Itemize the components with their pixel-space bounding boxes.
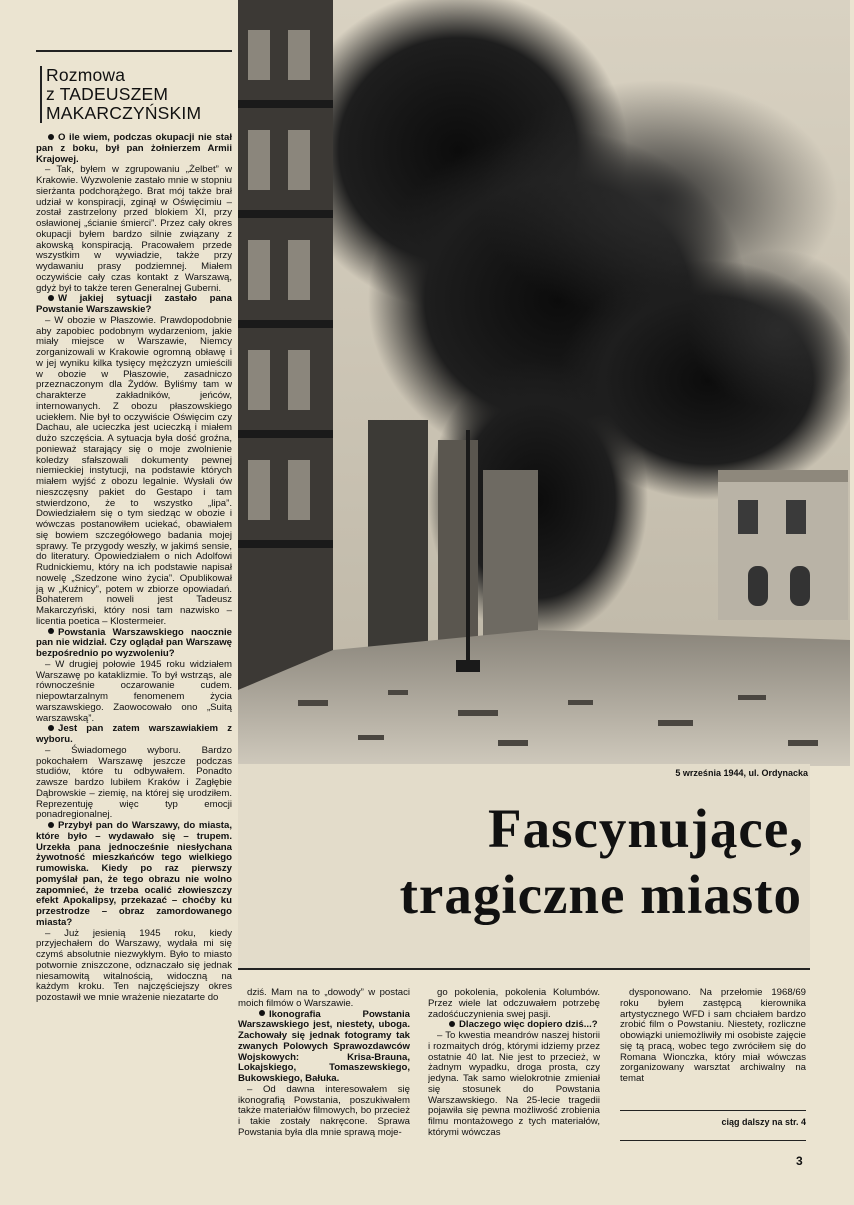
page-number: 3	[796, 1154, 803, 1168]
bottom-column-1	[238, 988, 410, 1156]
continued-rule	[620, 1140, 806, 1141]
paragraph-text: O ile wiem, podczas okupacji nie stał pan z boku, był pan żołnierzem Armii Krajowej.	[36, 132, 232, 165]
paragraph-text: dziś. Mam na to „dowody” w postaci moich filmów o Warszawie.	[238, 988, 410, 1009]
answer-paragraph	[36, 165, 232, 294]
paragraph-text: – W drugiej połowie 1945 roku widziałem Warszawę po kataklizmie. To był wstrząs, ale równocześnie oczarowanie cudem. niepowtarzalnym fenomenem życia warszawskiego. Zaowocowało ono „Suitą warszawską”.	[36, 658, 232, 724]
answer-paragraph	[428, 1031, 600, 1139]
bullet-icon	[48, 822, 54, 828]
headline-rule	[238, 968, 810, 970]
paragraph-text: Ikonografia Powstania Warszawskiego jest, niestety, uboga. Zachowały się jednak fotogramy tak zwanych Polowych Sprawozdawców Wojskowych: Krisa-Brauna, Lokajskiego, Tomaszewskiego, Bukowskiego, Bałuka.	[238, 1008, 410, 1084]
answer-paragraph	[428, 988, 600, 1020]
headline-line-2: tragiczne miasto	[399, 864, 802, 925]
ruins-photo	[238, 0, 850, 766]
answer-paragraph	[36, 929, 232, 1004]
title-line: z TADEUSZEM	[46, 84, 169, 104]
bullet-icon	[48, 725, 54, 731]
answer-paragraph	[36, 660, 232, 725]
paragraph-text: – W obozie w Płaszowie. Prawdopodobnie aby zapobiec podobnym wydarzeniom, jakie miały miejsce w Warszawie, Niemcy zorganizowali w Krakowie ogromną obławę i w jej wyniku kilka tysięcy mężczyzn umieścili w obozie w Płaszowie, zasadniczo przeznaczonym dla Żydów. Byliśmy tam w charakterze zakładników, jeńców, internowanych. Z obozu płaszowskiego uciekłem. Nie był to oczywiście Oświęcim czy Dachau, ale ucieczka jest ucieczką i miałem dużo szczęścia. A sytuacja była dość groźna, ponieważ starający się o moje zwolnienie koledzy sfałszowali dokumenty pewnej niemieckiej instytucji, na podstawie których miałem wyjść z obozu legalnie. Wysłali ów nieszczęsny pakiet do Gestapo i tam stwierdzono, że to wszystko „lipa”. Dowiedziałem się o tym siedząc w obozie i wówczas postanowiłem uciekać, obawiałem się bowiem szczegółowego badania mojej sprawy. Te przygody weszły, w jakimś sensie, do literatury. Opowiedziałem o nich Adolfowi Rudnickiemu, który na ich podstawie napisał nowelę „Szedzone wino życia”. Opublikował ją w „Kuźnicy”, potem w zbiorze opowiadań. Bohaterem noweli jest Tadeusz Makarczyński, który nosi tam nazwisko – licentia poetica – Klostermeier.	[36, 314, 232, 627]
interviewer-question	[36, 821, 232, 929]
answer-paragraph	[36, 746, 232, 821]
bottom-column-3	[620, 988, 806, 1128]
paragraph-text: dysponowano. Na przełomie 1968/69 roku byłem zastępcą kierownika artystycznego WFD i sam chciałem bardzo zrobić film o Powstaniu. Niestety, rozliczne obowiązki uniemożliwiły mi osobiste zajęcie się tą pracą, wobec tego zwróciłem się do Romana Wionczka, który miał wówczas zorganizowany warsztat archiwalny na temat	[620, 988, 806, 1084]
bullet-icon	[449, 1021, 455, 1027]
answer-paragraph	[238, 988, 410, 1010]
interview-body	[36, 133, 232, 1004]
article-headline	[238, 796, 810, 928]
bottom-column-2	[428, 988, 600, 1160]
interview-column	[36, 52, 232, 1140]
continued-note: ciąg dalszy na str. 4	[620, 1110, 806, 1127]
paragraph-text: go pokolenia, pokolenia Kolumbów. Przez wiele lat odczuwałem potrzebę zadośćuczynienia swej pasji.	[428, 988, 600, 1020]
paragraph-text: – Już jesienią 1945 roku, kiedy przyjechałem do Warszawy, wydała mi się czymś absolutnie niezwykłym. Było to miasto potwornie zniszczone, odznaczało się jednak niesamowitą witalnością, widoczną na każdym kroku. Ten najczęściejszy okres pozostawił we mnie wrażenie niezatarte do	[36, 927, 232, 1003]
title-line: Rozmowa	[46, 65, 126, 85]
headline-line-1: Fascynujące,	[488, 798, 804, 859]
paragraph-text: Jest pan zatem warszawiakiem z wyboru.	[36, 723, 232, 745]
interviewer-question	[238, 1010, 410, 1085]
interviewer-question	[36, 628, 232, 660]
bullet-icon	[48, 295, 54, 301]
paragraph-text: – Świadomego wyboru. Bardzo pokochałem Warszawę jeszcze podczas studiów, które tu odbywałem. Ponadto zawsze bardzo lubiłem Kraków i Zagłębie Dąbrowskie – ziemię, na której się urodziłem. Reprezentuję więc typ emocji ponadregionalnej.	[36, 744, 232, 821]
answer-paragraph	[238, 1085, 410, 1139]
interviewer-question	[36, 724, 232, 746]
paragraph-text: W jakiej sytuacji zastało pana Powstanie Warszawskie?	[36, 293, 232, 315]
interviewer-question	[36, 133, 232, 165]
title-line: MAKARCZYŃSKIM	[46, 103, 202, 123]
paragraph-text: – To kwestia meandrów naszej historii i rozmaitych dróg, którymi idziemy przez ostatnie 40 lat. Nie jest to przecież, w żadnym wypadku, droga prosta, czy jedyna. Tak samo wielokrotnie zmieniał się stosunek do Powstania Warszawskiego. Na 25-lecie tragedii pojawiła się pewna możliwość zrobienia filmu montażowego z tych materiałów, którymi wówczas	[428, 1030, 600, 1138]
paragraph-text: Dlaczego więc dopiero dziś...?	[459, 1019, 598, 1031]
answer-paragraph	[36, 316, 232, 628]
paragraph-text: – Tak, byłem w zgrupowaniu „Żelbet” w Krakowie. Wyzwolenie zastało mnie w stopniu sierżanta podchorążego. Brat mój także brał udział w konspiracji, zginął w Oświęcimiu – został zastrzelony przed blokiem XI, przy osławionej „ścianie śmierci”. Przez cały okres okupacji byłem bardzo silnie związany z akowską konspiracją. Pracowałem przede wszystkim w wywiadzie, także przy wydawaniu prasy podziemnej. Miałem oczywiście cały czas kontakt z Warszawą, gdyż był to także teren Generalnej Guberni.	[36, 164, 232, 294]
war-photo-image	[238, 0, 850, 766]
interviewer-question	[36, 294, 232, 316]
answer-paragraph	[620, 988, 806, 1085]
bullet-icon	[48, 134, 54, 140]
bullet-icon	[259, 1010, 265, 1016]
paragraph-text: Przybył pan do Warszawy, do miasta, które było – wydawało się – trupem. Urzekła pana jednocześnie niesłychana żywotność mieszkańców tego wielkiego rumowiska. Kiedy po raz pierwszy pomyślał pan, że tego obrazu nie wolno zapomnieć, że trzeba ocalić złowieszczy efekt Apokalipsy, przekazać – choćby ku przestrodze – obraz zamordowanego miasta?	[36, 820, 232, 928]
interview-title	[40, 66, 232, 123]
paragraph-text: Powstania Warszawskiego naocznie pan nie widział. Czy oglądał pan Warszawę bezpośrednio po wyzwoleniu?	[36, 626, 232, 659]
paragraph-text: – Od dawna interesowałem się ikonografią Powstania, poszukiwałem także materiałów filmowych, bo przecież i takie zostały nakręcone. Sprawa Powstania była dla mnie sprawą moje-	[238, 1083, 410, 1138]
bullet-icon	[48, 628, 54, 634]
photo-caption: 5 września 1944, ul. Ordynacka	[675, 768, 808, 778]
